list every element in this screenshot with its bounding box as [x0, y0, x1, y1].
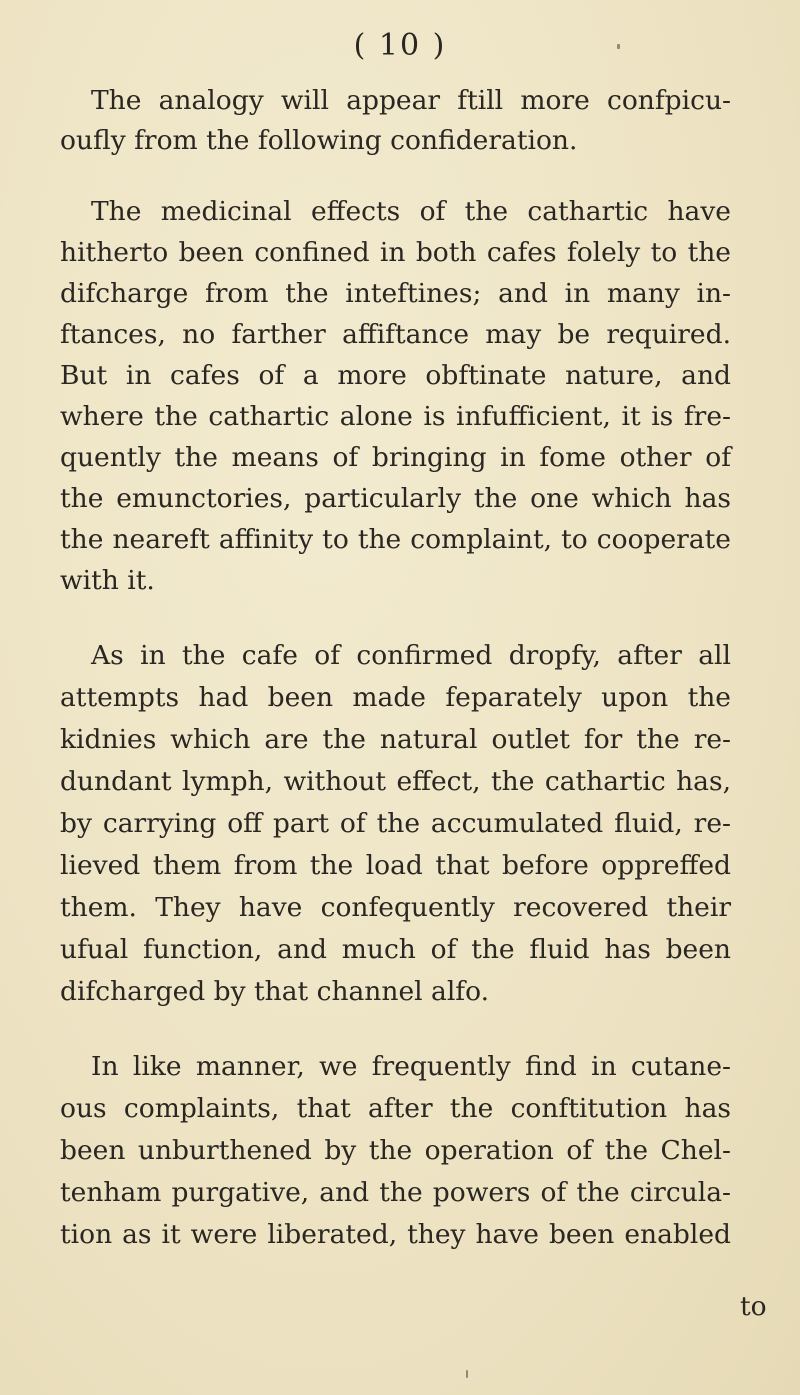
text-line: by carrying off part of the accumulated fluid, re-: [60, 808, 731, 839]
text-line: oufly from the following confideration.: [60, 125, 578, 156]
text-line: kidnies which are the natural outlet for the re-: [60, 724, 731, 755]
text-line: lieved them from the load that before oppreffed: [60, 850, 731, 881]
text-line: The analogy will appear ftill more confpicu-: [91, 85, 731, 116]
text-line: been unburthened by the operation of the Chel-: [60, 1135, 731, 1166]
text-line: them. They have confequently recovered their: [60, 892, 731, 923]
text-line: dundant lymph, without effect, the cathartic has,: [60, 766, 731, 797]
text-line: As in the cafe of confirmed dropfy, after all: [91, 640, 731, 671]
text-line: But in cafes of a more obftinate nature, and: [60, 360, 731, 391]
text-line: with it.: [60, 565, 155, 596]
text-line: difcharged by that channel alfo.: [60, 976, 490, 1007]
text-line: difcharge from the inteftines; and in many in-: [60, 278, 731, 309]
text-line: ous complaints, that after the conftitution has: [60, 1093, 731, 1124]
text-line: tenham purgative, and the powers of the circula-: [60, 1177, 731, 1208]
paper-speck: [617, 44, 620, 49]
text-line: attempts had been made feparately upon the: [60, 682, 731, 713]
text-line: tion as it were liberated, they have been enabled: [60, 1219, 731, 1250]
text-line: quently the means of bringing in fome other of: [60, 442, 731, 473]
text-line: ufual function, and much of the fluid has been: [60, 934, 731, 965]
text-line: where the cathartic alone is infufficient, it is fre-: [60, 401, 731, 432]
text-line: the neareft affinity to the complaint, to cooperate: [60, 524, 731, 555]
text-line: The medicinal effects of the cathartic have: [91, 196, 731, 227]
text-line: hitherto been confined in both cafes folely to the: [60, 237, 731, 268]
text-line: ftances, no farther affiftance may be required.: [60, 319, 731, 350]
page-number: ( 10 ): [353, 28, 447, 63]
catchword: to: [740, 1291, 767, 1322]
text-line: the emunctories, particularly the one which has: [60, 483, 731, 514]
paper-speck: [466, 1370, 468, 1378]
text-line: In like manner, we frequently find in cutane-: [91, 1051, 731, 1082]
